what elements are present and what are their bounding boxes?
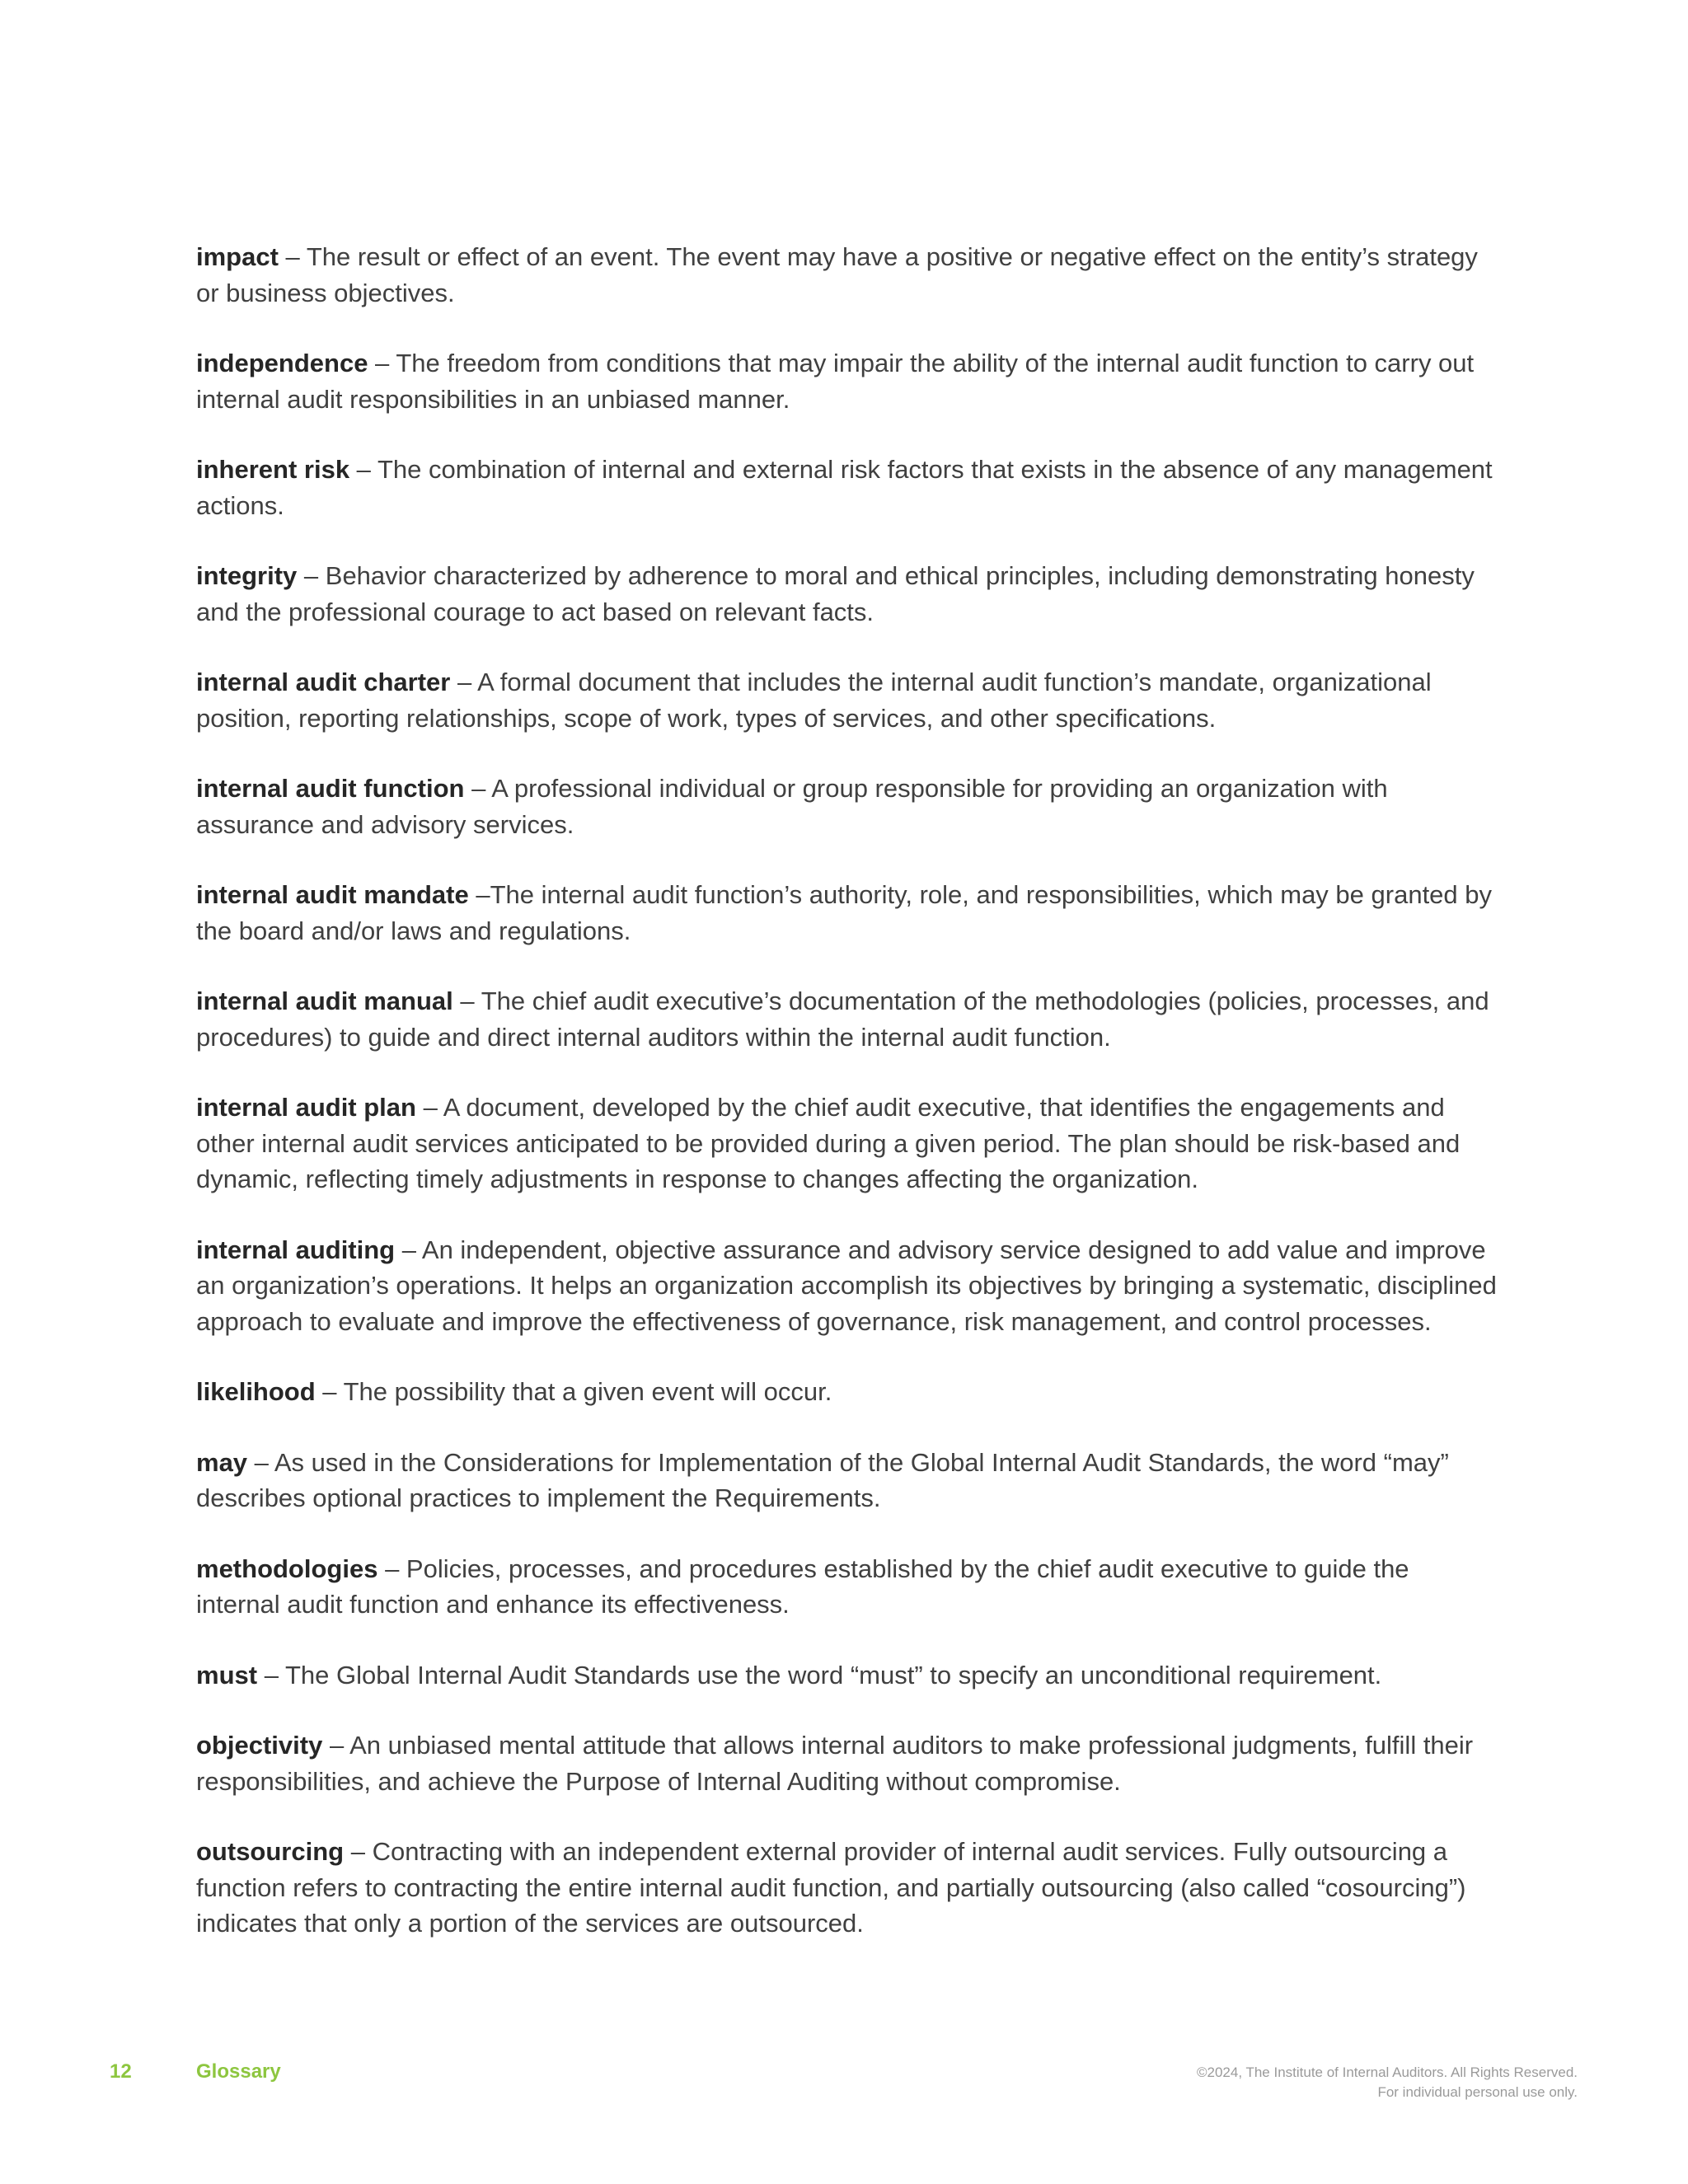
glossary-definition: Contracting with an independent external provider of internal audit services. Fully outsourcing a function refers to contracting the entire internal audit function, and partially outsourcing (also called “cosourcing”) indicates that only a portion of the services are outsourced.	[196, 1837, 1466, 1938]
glossary-entry	[196, 452, 1498, 523]
glossary-definition: The combination of internal and external risk factors that exists in the absence of any management actions.	[196, 455, 1493, 520]
glossary-term: methodologies	[196, 1554, 378, 1583]
glossary-definition: The result or effect of an event. The event may have a positive or negative effect on the entity’s strategy or business objectives.	[196, 242, 1478, 307]
glossary-term: must	[196, 1660, 258, 1690]
glossary-definition: A formal document that includes the internal audit function’s mandate, organizational position, reporting relationships, scope of work, types of services, and other specifications.	[196, 668, 1432, 733]
glossary-term: likelihood	[196, 1377, 316, 1406]
term-separator: –	[450, 668, 478, 696]
glossary-term: internal auditing	[196, 1235, 396, 1264]
term-separator: –	[297, 561, 326, 590]
glossary-term: integrity	[196, 561, 298, 590]
page-number: 12	[110, 2060, 132, 2083]
glossary-entry	[196, 1232, 1498, 1340]
term-separator: –	[368, 349, 396, 377]
glossary-definition: An independent, objective assurance and advisory service designed to add value and improve an organization’s operations. It helps an organization accomplish its objectives by bringing a systematic, disciplined approach to evaluate and improve the effectiveness of governance, risk management, and control processes.	[196, 1235, 1497, 1336]
glossary-term: outsourcing	[196, 1837, 345, 1866]
term-separator: –	[322, 1731, 350, 1760]
term-separator: –	[468, 880, 490, 909]
glossary-term: internal audit mandate	[196, 880, 469, 909]
term-separator: –	[452, 987, 481, 1015]
term-separator: –	[415, 1093, 443, 1122]
glossary-definition: The chief audit executive’s documentation of the methodologies (policies, processes, and procedures) to guide and direct internal auditors within the internal audit function.	[196, 987, 1489, 1052]
term-separator: –	[278, 242, 307, 271]
term-separator: –	[464, 774, 492, 803]
glossary-entry	[196, 1657, 1498, 1694]
glossary-entry	[196, 771, 1498, 842]
glossary-entry	[196, 1551, 1498, 1623]
term-separator: –	[349, 455, 377, 484]
footer-copyright-block	[1197, 2063, 1578, 2102]
glossary-definition: Policies, processes, and procedures established by the chief audit executive to guide the internal audit function and enhance its effectiveness.	[196, 1554, 1409, 1619]
glossary-entry	[196, 345, 1498, 417]
glossary-entry	[196, 239, 1498, 311]
glossary-definition: A document, developed by the chief audit executive, that identifies the engagements and other internal audit services anticipated to be provided during a given period. The plan should be risk-based and dynamic, reflecting timely adjustments in response to changes affecting the organization.	[196, 1093, 1461, 1193]
glossary-entry	[196, 983, 1498, 1055]
glossary-definition: As used in the Considerations for Implementation of the Global Internal Audit Standards, the word “may” describes optional practices to implement the Requirements.	[196, 1447, 1449, 1512]
term-separator: –	[344, 1837, 373, 1866]
glossary-entry	[196, 558, 1498, 630]
footer-section-title: Glossary	[196, 2060, 281, 2083]
term-separator: –	[377, 1554, 406, 1583]
glossary-definition: The freedom from conditions that may impair the ability of the internal audit function to carry out internal audit responsibilities in an unbiased manner.	[196, 349, 1475, 414]
glossary-entry	[196, 1727, 1498, 1799]
glossary-list	[196, 239, 1498, 1976]
term-separator: –	[247, 1447, 274, 1477]
glossary-term: independence	[196, 349, 368, 377]
glossary-definition: The possibility that a given event will occur.	[343, 1377, 832, 1406]
glossary-entry	[196, 877, 1498, 949]
glossary-entry	[196, 1445, 1498, 1516]
copyright-text: ©2024, The Institute of Internal Auditors. All Rights Reserved.	[1196, 2064, 1578, 2080]
usage-note: For individual personal use only.	[1377, 2084, 1578, 2100]
glossary-definition: The Global Internal Audit Standards use the word “must” to specify an unconditional requirement.	[284, 1660, 1382, 1690]
glossary-entry	[196, 1090, 1498, 1197]
glossary-term: may	[196, 1447, 248, 1477]
glossary-definition: Behavior characterized by adherence to moral and ethical principles, including demonstrating honesty and the professional courage to act based on relevant facts.	[196, 561, 1475, 626]
glossary-term: internal audit charter	[196, 668, 451, 696]
glossary-entry	[196, 664, 1498, 736]
glossary-definition: An unbiased mental attitude that allows internal auditors to make professional judgments, fulfill their responsibilities, and achieve the Purpose of Internal Auditing without compromise.	[196, 1731, 1474, 1796]
glossary-term: objectivity	[196, 1731, 323, 1760]
glossary-term: internal audit function	[196, 774, 465, 803]
term-separator: –	[395, 1235, 422, 1264]
glossary-entry	[196, 1374, 1498, 1410]
glossary-entry	[196, 1834, 1498, 1942]
glossary-definition: The internal audit function’s authority, role, and responsibilities, which may be granted by the board and/or laws and regulations.	[196, 880, 1493, 945]
term-separator: –	[257, 1660, 285, 1690]
glossary-term: internal audit plan	[196, 1093, 416, 1122]
glossary-term: impact	[196, 242, 279, 271]
glossary-term: inherent risk	[196, 455, 350, 484]
glossary-term: internal audit manual	[196, 987, 453, 1015]
glossary-definition: A professional individual or group responsible for providing an organization with assurance and advisory services.	[196, 774, 1388, 839]
term-separator: –	[315, 1377, 344, 1406]
